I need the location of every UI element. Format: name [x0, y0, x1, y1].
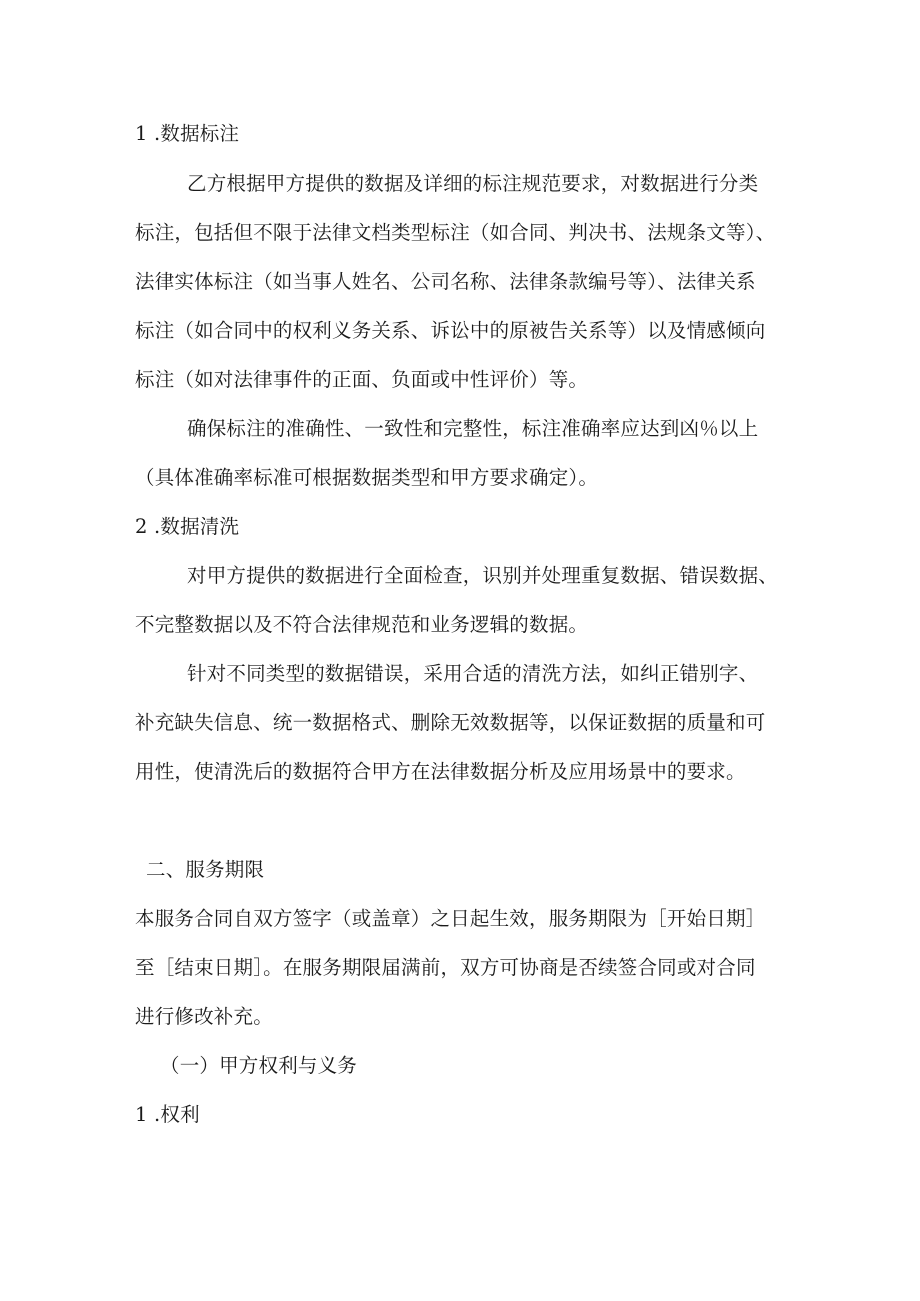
paragraph-line: 法律实体标注（如当事人姓名、公司名称、法律条款编号等）、法律关系: [135, 270, 756, 293]
paragraph-line: 进行修改补充。: [135, 1005, 273, 1028]
paragraph-line: 标注（如对法律事件的正面、负面或中性评价）等。: [135, 368, 589, 391]
paragraph-line: 不完整数据以及不符合法律规范和业务逻辑的数据。: [135, 613, 589, 636]
paragraph-line: 用性，使清洗后的数据符合甲方在法律数据分析及应用场景中的要求。: [135, 760, 746, 783]
section-title-service-term: 二、服务期限: [146, 858, 265, 881]
heading-data-cleaning: 2 .数据清洗: [135, 515, 240, 538]
subheading-party-a-rights: （一）甲方权利与义务: [160, 1054, 358, 1077]
paragraph-line: 确保标注的准确性、一致性和完整性，标注准确率应达到凶％以上: [187, 417, 759, 440]
paragraph-line: 针对不同类型的数据错误，采用合适的清洗方法，如纠正错别字、: [187, 662, 759, 685]
item-rights: 1 .权利: [135, 1103, 200, 1126]
paragraph-line: （具体准确率标准可根据数据类型和甲方要求确定）。: [135, 466, 599, 489]
paragraph-line: 对甲方提供的数据进行全面检查，识别并处理重复数据、错误数据、: [187, 564, 779, 587]
paragraph-line: 补充缺失信息、统一数据格式、删除无效数据等，以保证数据的质量和可: [135, 711, 766, 734]
paragraph-line: 标注（如合同中的权利义务关系、诉讼中的原被告关系等）以及情感倾向: [135, 319, 766, 342]
paragraph-line: 至［结束日期］。在服务期限届满前，双方可协商是否续签合同或对合同: [135, 956, 756, 979]
paragraph-line: 本服务合同自双方签字（或盖章）之日起生效，服务期限为［开始日期］: [135, 907, 766, 930]
heading-data-annotation: 1 .数据标注: [135, 122, 240, 145]
paragraph-line: 标注，包括但不限于法律文档类型标注（如合同、判决书、法规条文等）、: [135, 221, 776, 244]
paragraph-line: 乙方根据甲方提供的数据及详细的标注规范要求，对数据进行分类: [187, 172, 759, 195]
